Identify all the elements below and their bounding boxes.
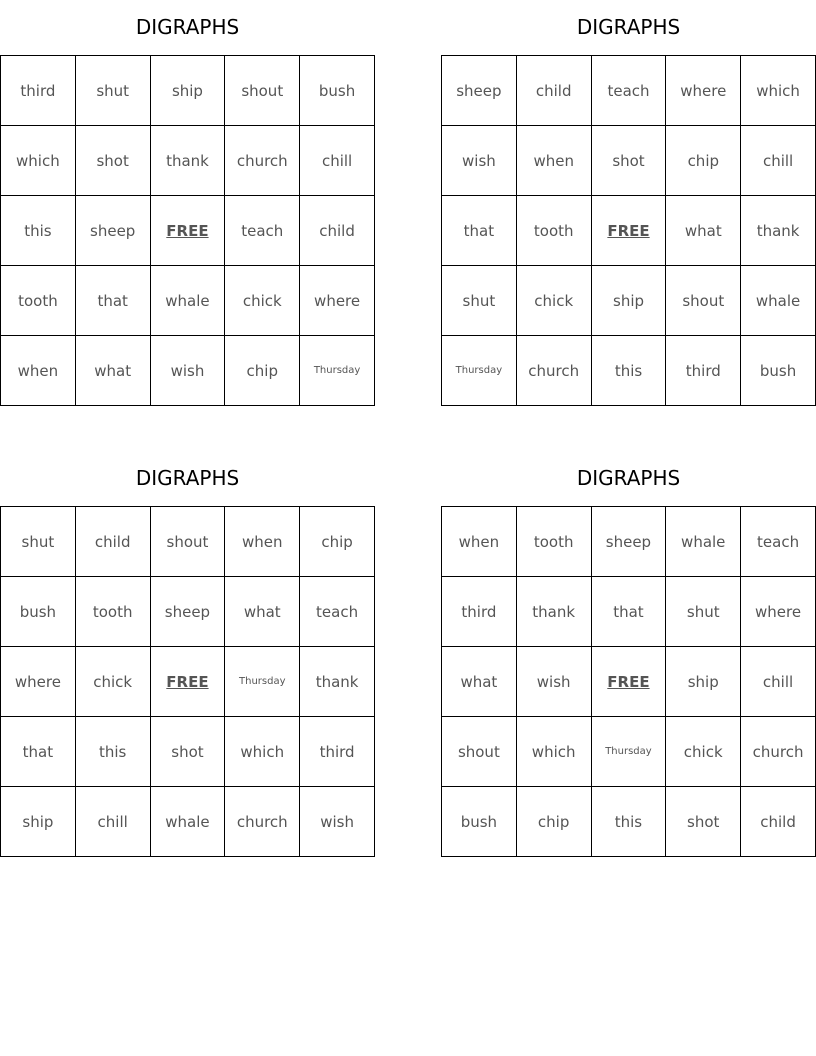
bingo-cell: Thursday — [300, 336, 375, 406]
bingo-cell: whale — [150, 787, 225, 857]
bingo-cell: third — [1, 56, 76, 126]
bingo-cell: Thursday — [442, 336, 517, 406]
bingo-cell: whale — [150, 266, 225, 336]
grid-row — [442, 126, 816, 196]
bingo-cell: thank — [741, 196, 816, 266]
bingo-cell: tooth — [75, 577, 150, 647]
bingo-cell: shot — [75, 126, 150, 196]
bingo-cell: chick — [75, 647, 150, 717]
grid-row — [442, 266, 816, 336]
bingo-cell: child — [75, 507, 150, 577]
bingo-cell: chick — [666, 717, 741, 787]
bingo-cell: wish — [300, 787, 375, 857]
bingo-cell: child — [741, 787, 816, 857]
bingo-cell: FREE — [150, 647, 225, 717]
bingo-cell: thank — [300, 647, 375, 717]
bingo-cell: church — [741, 717, 816, 787]
bingo-cell: teach — [300, 577, 375, 647]
bingo-cell: third — [442, 577, 517, 647]
bingo-cell: bush — [300, 56, 375, 126]
bingo-cell: church — [516, 336, 591, 406]
bingo-cell: shout — [150, 507, 225, 577]
bingo-cell: chip — [225, 336, 300, 406]
grid-row — [1, 717, 375, 787]
grid-row — [1, 126, 375, 196]
bingo-cell: whale — [666, 507, 741, 577]
bingo-cell: sheep — [442, 56, 517, 126]
grid-row — [1, 507, 375, 577]
bingo-cell: when — [516, 126, 591, 196]
grid-row — [1, 787, 375, 857]
grid-row — [1, 577, 375, 647]
bingo-cell: bush — [442, 787, 517, 857]
bingo-cell: shot — [150, 717, 225, 787]
bingo-cell: what — [75, 336, 150, 406]
bingo-cell: chick — [225, 266, 300, 336]
bingo-cell: child — [300, 196, 375, 266]
bingo-cell: sheep — [150, 577, 225, 647]
bingo-cell: what — [442, 647, 517, 717]
bingo-cell: when — [225, 507, 300, 577]
bingo-cell: shout — [225, 56, 300, 126]
bingo-grid — [441, 506, 816, 857]
bingo-cell: this — [591, 336, 666, 406]
bingo-cell: wish — [150, 336, 225, 406]
grid-row — [442, 787, 816, 857]
grid-row — [442, 336, 816, 406]
bingo-cell: what — [666, 196, 741, 266]
card-title: DIGRAPHS — [576, 466, 681, 490]
bingo-cell: shut — [666, 577, 741, 647]
bingo-cell: chill — [300, 126, 375, 196]
grid-row — [442, 196, 816, 266]
bingo-cell: teach — [225, 196, 300, 266]
grid-row — [1, 56, 375, 126]
bingo-cell: third — [300, 717, 375, 787]
bingo-cell: Thursday — [591, 717, 666, 787]
bingo-cell: teach — [591, 56, 666, 126]
bingo-cell: ship — [150, 56, 225, 126]
bingo-cell: this — [1, 196, 76, 266]
bingo-cell: where — [741, 577, 816, 647]
bingo-cell: shot — [591, 126, 666, 196]
bingo-cell: ship — [1, 787, 76, 857]
bingo-cell: thank — [150, 126, 225, 196]
bingo-cell: sheep — [591, 507, 666, 577]
grid-row — [1, 336, 375, 406]
bingo-cell: Thursday — [225, 647, 300, 717]
bingo-cell: that — [442, 196, 517, 266]
card-title: DIGRAPHS — [135, 15, 240, 39]
bingo-cell: FREE — [591, 647, 666, 717]
bingo-grid — [0, 506, 375, 857]
bingo-cell: that — [1, 717, 76, 787]
bingo-cell: tooth — [516, 507, 591, 577]
bingo-cell: whale — [741, 266, 816, 336]
grid-row — [1, 647, 375, 717]
bingo-cell: shout — [442, 717, 517, 787]
bingo-cell: when — [442, 507, 517, 577]
bingo-cell: church — [225, 787, 300, 857]
bingo-cell: which — [225, 717, 300, 787]
bingo-cell: which — [741, 56, 816, 126]
bingo-cell: child — [516, 56, 591, 126]
bingo-cell: tooth — [516, 196, 591, 266]
bingo-cell: that — [75, 266, 150, 336]
grid-row — [1, 266, 375, 336]
bingo-cell: chick — [516, 266, 591, 336]
grid-row — [442, 717, 816, 787]
bingo-grid — [0, 55, 375, 406]
bingo-cell: this — [75, 717, 150, 787]
bingo-cell: sheep — [75, 196, 150, 266]
bingo-cell: chill — [741, 647, 816, 717]
card-title: DIGRAPHS — [135, 466, 240, 490]
bingo-cell: thank — [516, 577, 591, 647]
grid-row — [442, 577, 816, 647]
card-title: DIGRAPHS — [576, 15, 681, 39]
bingo-cell: wish — [442, 126, 517, 196]
bingo-cell: church — [225, 126, 300, 196]
bingo-cell: which — [1, 126, 76, 196]
bingo-cell: chip — [516, 787, 591, 857]
bingo-cell: ship — [591, 266, 666, 336]
bingo-cell: that — [591, 577, 666, 647]
bingo-cell: chill — [741, 126, 816, 196]
bingo-cell: bush — [1, 577, 76, 647]
bingo-cell: chip — [666, 126, 741, 196]
bingo-cell: teach — [741, 507, 816, 577]
bingo-cell: third — [666, 336, 741, 406]
bingo-cell: wish — [516, 647, 591, 717]
bingo-cell: FREE — [150, 196, 225, 266]
bingo-cell: bush — [741, 336, 816, 406]
bingo-cell: shut — [1, 507, 76, 577]
bingo-cell: which — [516, 717, 591, 787]
grid-row — [1, 196, 375, 266]
bingo-cell: where — [1, 647, 76, 717]
bingo-cell: shut — [442, 266, 517, 336]
bingo-cell: where — [666, 56, 741, 126]
bingo-cell: where — [300, 266, 375, 336]
grid-row — [442, 56, 816, 126]
bingo-cell: shot — [666, 787, 741, 857]
bingo-cell: FREE — [591, 196, 666, 266]
bingo-cell: tooth — [1, 266, 76, 336]
bingo-cell: shout — [666, 266, 741, 336]
bingo-cell: ship — [666, 647, 741, 717]
bingo-cell: when — [1, 336, 76, 406]
bingo-grid — [441, 55, 816, 406]
grid-row — [442, 647, 816, 717]
bingo-cell: chill — [75, 787, 150, 857]
bingo-cell: what — [225, 577, 300, 647]
bingo-cell: chip — [300, 507, 375, 577]
bingo-cell: shut — [75, 56, 150, 126]
bingo-cell: this — [591, 787, 666, 857]
grid-row — [442, 507, 816, 577]
